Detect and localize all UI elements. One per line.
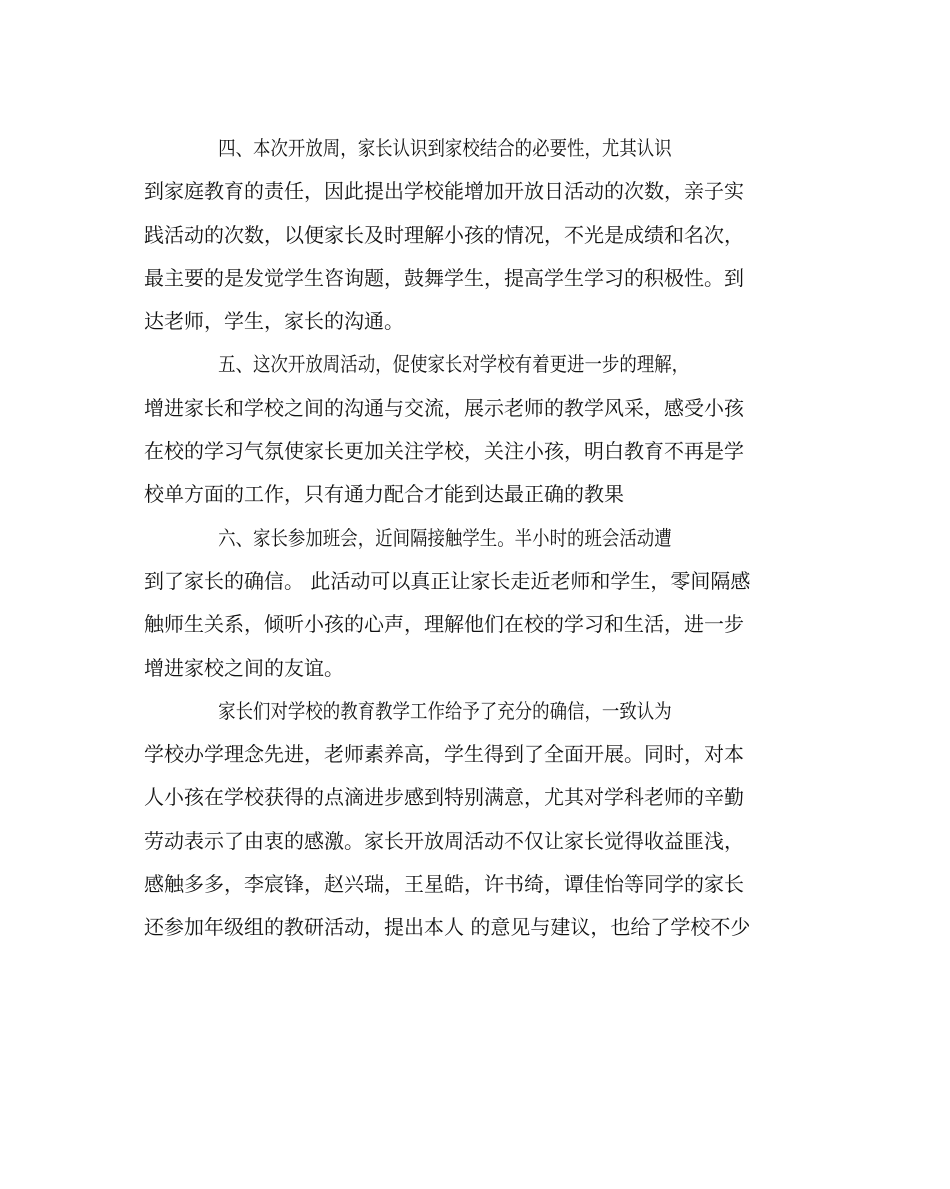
text-line: 在校的学习气氛使家长更加关注学校，关注小孩，明白教育不再是学	[144, 439, 744, 464]
text-line: 劳动表示了由衷的感激。家长开放周活动不仅让家长觉得收益匪浅，	[144, 828, 744, 853]
paragraph-5	[144, 343, 809, 516]
text-line: 学校办学理念先进，老师素养高，学生得到了全面开展。同时，对本	[144, 742, 744, 767]
text-line: 最主要的是发觉学生咨询题，鼓舞学生，提高学生学习的积极性。到	[144, 265, 744, 290]
text-line: 四、本次开放周，家长认识到家校结合的必要性，尤其认识	[218, 136, 672, 160]
text-line: 触师生关系，倾听小孩的心声，理解他们在校的学习和生活，进一步	[144, 612, 744, 637]
text-line: 增进家校之间的友谊。	[144, 655, 344, 680]
text-line: 达老师，学生，家长的沟通。	[144, 309, 404, 334]
text-line: 还参加年级组的教研活动，提出本人 的意见与建议，也给了学校不少	[144, 915, 751, 940]
text-line: 六、家长参加班会，近间隔接触学生。半小时的班会活动遭	[218, 525, 672, 550]
text-line: 校单方面的工作，只有通力配合才能到达最正确的教果	[144, 482, 624, 507]
text-line: 到家庭教育的责任，因此提出学校能增加开放日活动的次数，亲子实	[144, 179, 744, 204]
text-line: 践活动的次数，以便家长及时理解小孩的情况，不光是成绩和名次，	[144, 222, 744, 247]
text-line: 到了家长的确信。 此活动可以真正让家长走近老师和学生，零间隔感	[144, 568, 751, 593]
paragraph-6	[144, 517, 809, 690]
text-line: 五、这次开放周活动，促使家长对学校有着更进一步的理解，	[218, 352, 690, 377]
text-line: 家长们对学校的教育教学工作给予了充分的确信，一致认为	[218, 698, 672, 723]
document-body	[144, 127, 809, 950]
text-line: 感触多多，李宸锋，赵兴瑞，王星皓，许书绮，谭佳怡等同学的家长	[144, 872, 744, 897]
text-line: 人小孩在学校获得的点滴进步感到特别满意，尤其对学科老师的辛勤	[144, 785, 744, 810]
text-line: 增进家长和学校之间的沟通与交流，展示老师的教学风采，感受小孩	[144, 395, 744, 420]
paragraph-summary	[144, 690, 809, 950]
paragraph-4	[144, 127, 809, 343]
